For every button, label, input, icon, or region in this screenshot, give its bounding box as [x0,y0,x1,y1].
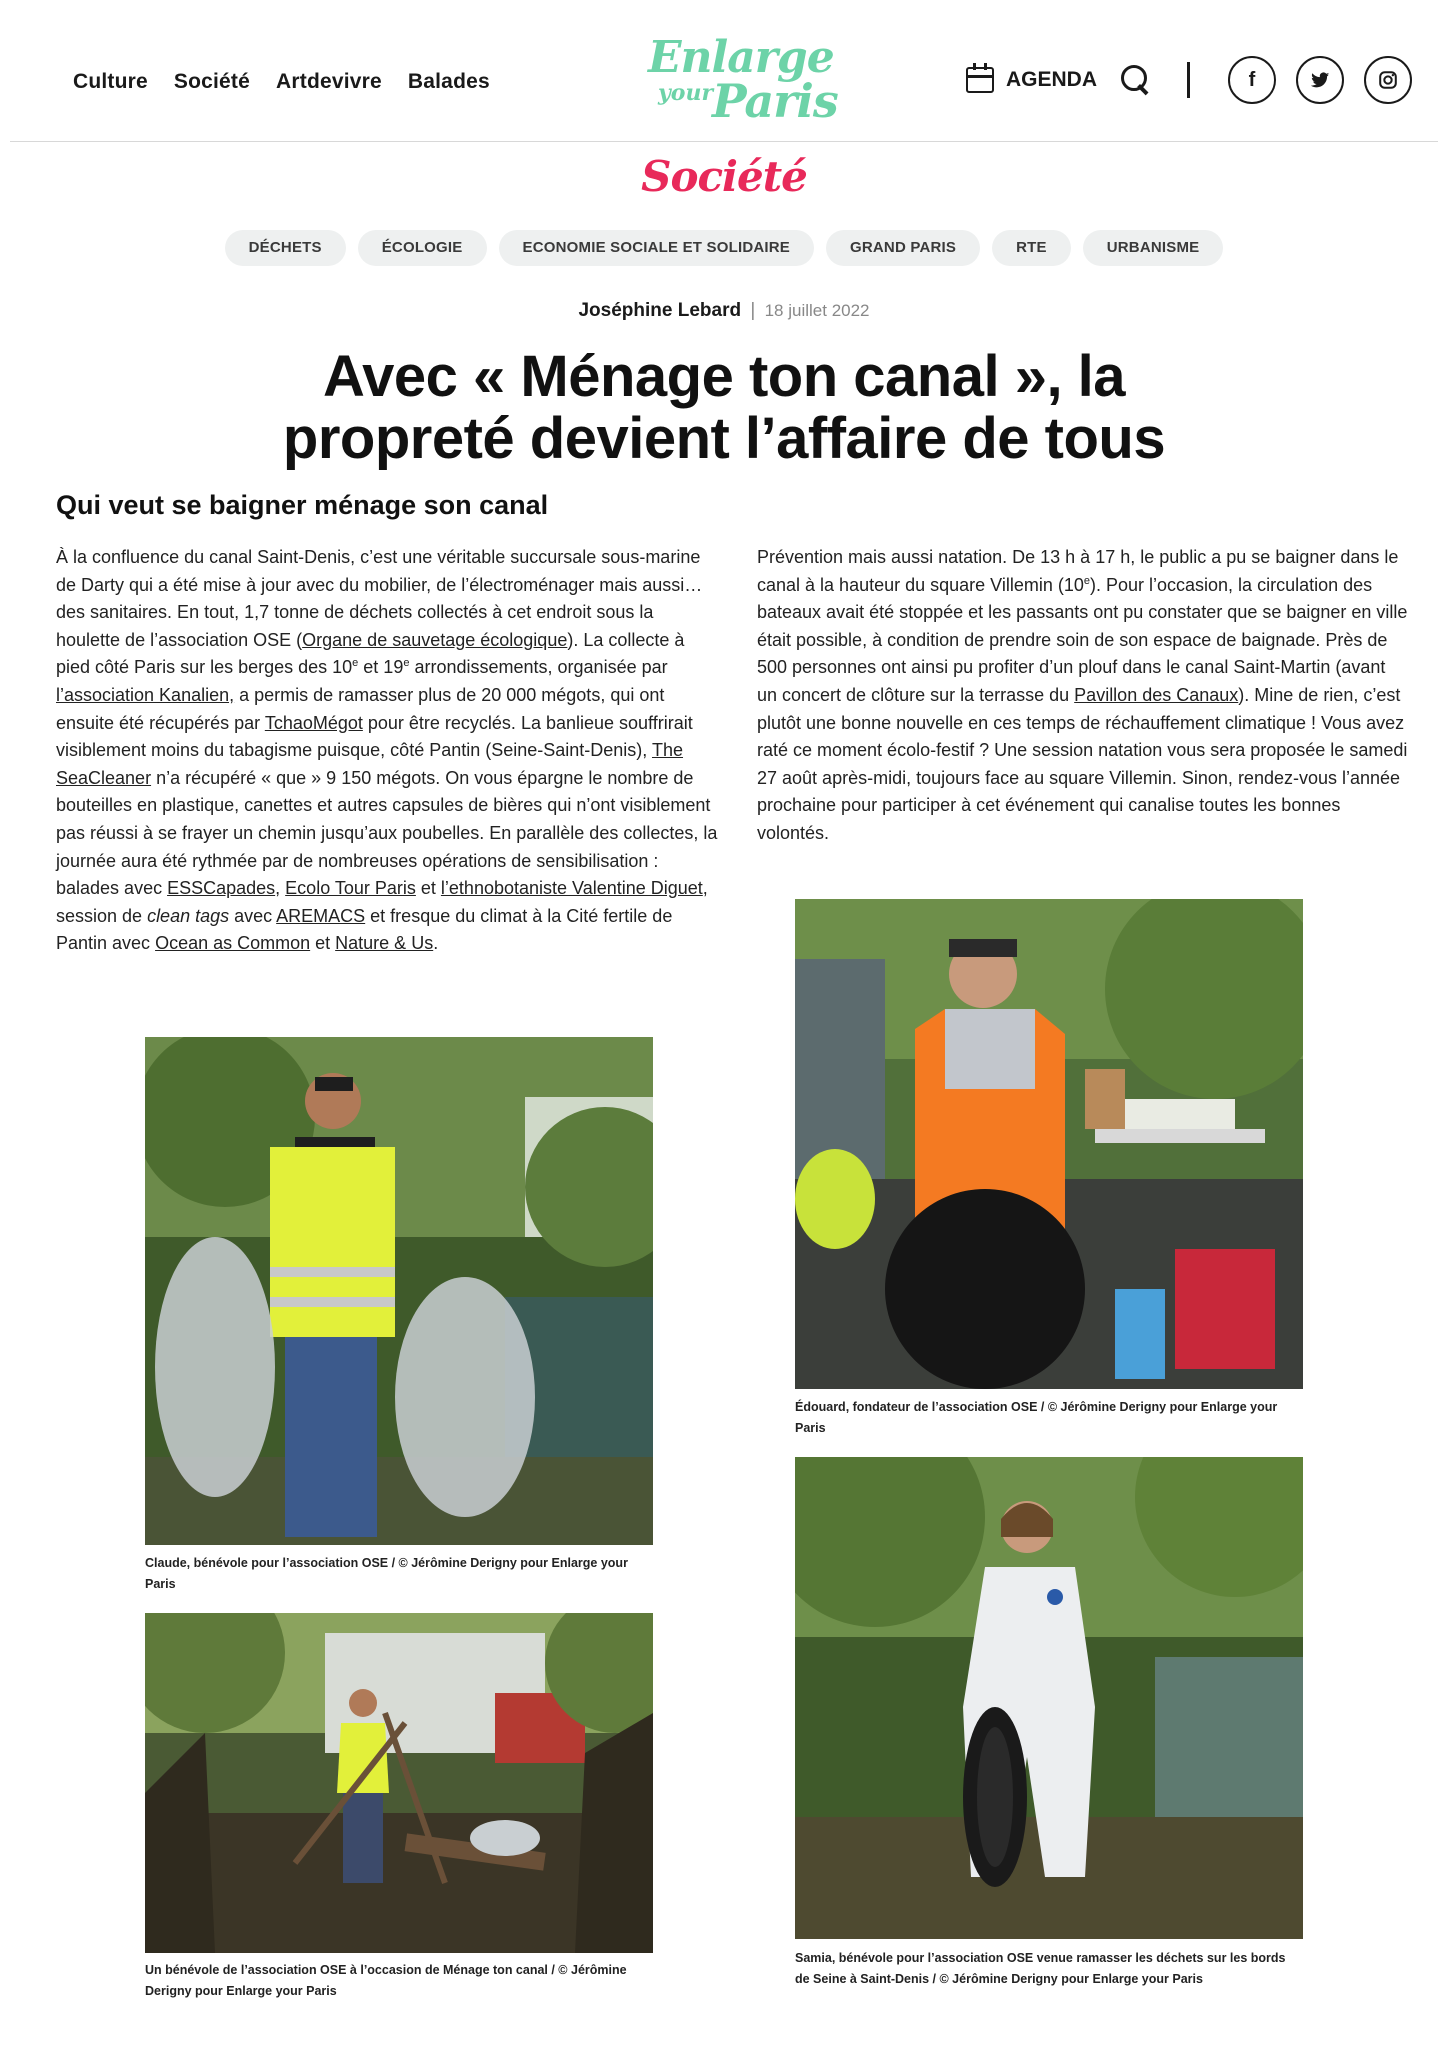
link-ecolo-tour-paris[interactable]: Ecolo Tour Paris [285,878,416,899]
article-headline [100,346,1348,470]
text: et [310,933,336,954]
text: n’a récupéré « que » 9 150 mégots. On vous épargne le nombre de bouteilles en plastique, canettes et autres capsules de bières qui n’ont visiblement pas réussi à se frayer un chemin jusqu’aux poubelles. En parallèle des collectes, la journée aura été rythmée par de nombreuses opérations de sensibilisation : balades avec [56,767,718,899]
tag-list [0,230,1448,266]
photo-caption-samia: Samia, bénévole pour l’association OSE venue ramasser les déchets sur les bords de Seine à Saint-Denis / © Jérômine Derigny pour Enlarge your Paris [795,1951,1286,1986]
superscript: e [352,657,359,670]
tag-urbanisme[interactable]: URBANISME [1083,230,1224,266]
site-header [0,0,1448,142]
site-logo[interactable] [640,28,850,128]
instagram-icon[interactable] [1364,56,1412,104]
article-subhead: Qui veut se baigner ménage son canal [56,490,549,520]
photo-samia [795,1457,1303,1939]
nav-culture[interactable]: Culture [73,70,148,93]
text: À la confluence du canal Saint-Denis, c’est une véritable succursale sous-marine de Darty qui a été mise à jour avec du mobilier, de l’électroménager mais aussi… des sanitaires. En tout, 1,7 tonne de déchets collectés à cet endroit sous la houlette de l’association OSE ( [56,547,703,650]
article-paragraph-right [757,544,1409,848]
link-ocean-as-common[interactable]: Ocean as Common [155,933,311,954]
photo-caption-volunteer: Un bénévole de l’association OSE à l’occasion de Ménage ton canal / © Jérômine Derigny pour Enlarge your Paris [145,1963,627,1998]
tag-economie-sociale[interactable]: ECONOMIE SOCIALE ET SOLIDAIRE [499,230,815,266]
facebook-icon[interactable]: f [1228,56,1276,104]
photo-edouard [795,899,1303,1389]
link-ose[interactable]: Organe de sauvetage écologique [302,629,568,650]
tag-ecologie[interactable]: ÉCOLOGIE [358,230,487,266]
link-nature-and-us[interactable]: Nature & Us [335,933,434,954]
article-paragraph-left [56,544,718,958]
logo-text-enlarge: Enlarge [648,32,834,83]
link-pavillon-des-canaux[interactable]: Pavillon des Canaux [1074,684,1239,705]
header-separator [10,141,1438,142]
calendar-icon [966,67,994,93]
main-nav [73,70,490,94]
byline [0,300,1448,322]
agenda-label: AGENDA [1005,68,1097,91]
text: ). Mine de rien, c’est plutôt une bonne nouvelle en ces temps de réchauffement climatique ! Vous avez raté ce moment écolo-festif ? Une session natation vous sera proposée le samedi 27 août après-midi, toujours face au square Villemin. Sinon, rendez-vous l’année prochaine pour participer à cet événement qui canalise toutes les bonnes volontés. [757,684,1408,843]
text: et fresque du climat à la Cité fertile de Pantin avec [56,905,673,954]
photo-caption-claude: Claude, bénévole pour l’association OSE / © Jérômine Derigny pour Enlarge your Paris [145,1556,628,1591]
headline-line-2: propreté devient l’affaire de tous [282,406,1166,471]
photo-claude [145,1037,653,1545]
logo-text-your: your [658,80,714,106]
twitter-icon[interactable] [1296,56,1344,104]
headline-line-1: Avec « Ménage ton canal », la [322,344,1126,409]
photo-caption-edouard: Édouard, fondateur de l’association OSE / © Jérômine Derigny pour Enlarge your Paris [795,1400,1278,1435]
header-divider [1187,62,1190,98]
text: . [433,933,439,954]
emphasis: clean tags [147,905,230,926]
text: et [415,878,441,899]
section-title[interactable]: Société [641,152,807,201]
tag-rte[interactable]: RTE [992,230,1071,266]
link-tchaomegot[interactable]: TchaoMégot [264,712,363,733]
link-valentine-diguet[interactable]: l’ethnobotaniste Valentine Diguet [440,878,703,899]
publish-date: 18 juillet 2022 [764,301,870,320]
text: Prévention mais aussi natation. De 13 h à 17 h, le public a pu se baigner dans le canal à la hauteur du square Villemin (10 [757,547,1399,595]
text: avec [229,905,277,926]
text: , session de [56,878,708,926]
text: , [275,878,286,899]
agenda-link[interactable] [966,67,1097,93]
tag-grand-paris[interactable]: GRAND PARIS [826,230,980,266]
logo-text-paris: Paris [712,74,838,128]
superscript: e [1083,574,1090,587]
search-icon[interactable] [1119,63,1153,97]
text: ). La collecte à pied côté Paris sur les berges des 10 [56,629,685,678]
nav-balades[interactable]: Balades [407,70,490,93]
author-name[interactable]: Joséphine Lebard [578,300,742,321]
nav-societe[interactable]: Société [173,70,251,93]
text: ). Pour l’occasion, la circulation des bateaux avait été stoppée et les passants ont pu constater que se baigner en ville était possible, à condition de prendre soin de son espace de baignade. Près de 500 personnes ont ainsi pu profiter d’un plouf dans le canal Saint-Martin (avant un concert de clôture sur la terrasse du [757,574,1408,705]
link-seacleaner[interactable]: The SeaCleaner [56,740,684,788]
header-actions [966,56,1412,104]
text: pour être recyclés. La banlieue souffrirait visiblement moins du tabagisme puisque, côté Pantin (Seine-Saint-Denis), [56,712,693,761]
nav-artdevivre[interactable]: Artdevivre [276,70,382,93]
link-kanalien[interactable]: l’association Kanalien, [56,684,235,705]
link-esscapades[interactable]: ESSCapades [167,878,276,899]
text: et 19 [358,657,404,678]
text: a permis de ramasser plus de 20 000 mégots, qui ont ensuite été récupérés par [56,684,665,733]
byline-separator: | [750,300,756,321]
text: arrondissements, organisée par [409,657,668,678]
tag-dechets[interactable]: DÉCHETS [225,230,346,266]
link-aremacs[interactable]: AREMACS [276,905,366,926]
superscript: e [403,657,410,670]
photo-volunteer [145,1613,653,1953]
